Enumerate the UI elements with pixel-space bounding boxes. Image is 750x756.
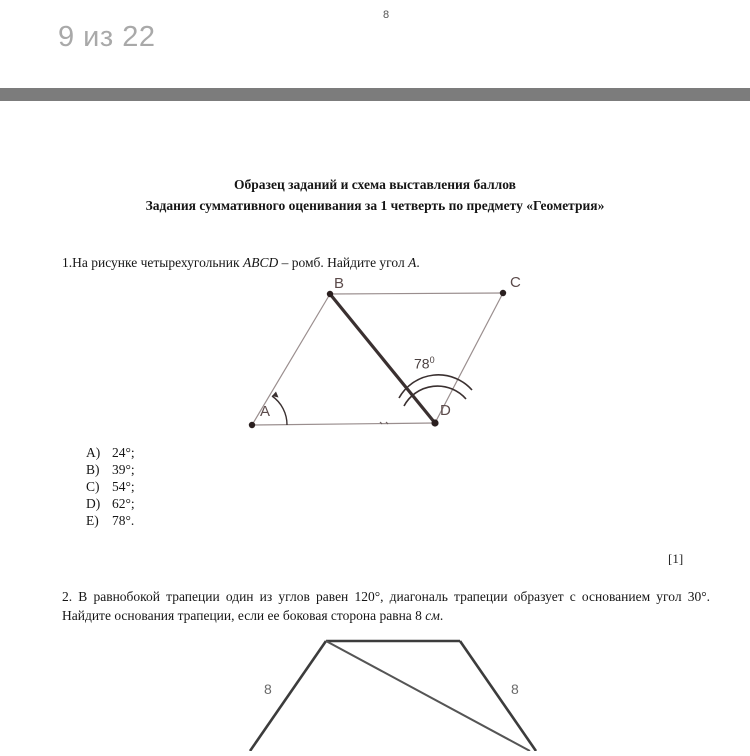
answer-option-a[interactable] <box>86 444 135 461</box>
header-divider-bar <box>0 88 750 101</box>
document-page <box>0 101 750 750</box>
answer-value-b: 39°; <box>112 462 135 477</box>
angle-label-78-degrees <box>414 355 435 372</box>
page-counter: 9 из 22 <box>58 21 156 53</box>
vertex-dot-d <box>431 419 438 426</box>
vertex-dot-a <box>249 422 255 428</box>
answer-option-d[interactable] <box>86 495 135 512</box>
question-2-statement <box>62 587 710 625</box>
answer-option-e[interactable] <box>86 512 135 529</box>
printed-page-number: 8 <box>383 9 390 21</box>
question-1-text-part-3: . <box>416 255 420 270</box>
rhombus-svg <box>230 273 530 433</box>
vertex-label-a: A <box>260 403 271 420</box>
trapezoid-left-side-label: 8 <box>264 681 272 697</box>
question-2-text-end: . <box>439 608 444 623</box>
question-2-unit: см <box>425 608 440 623</box>
answer-value-e: 78°. <box>112 513 135 528</box>
answer-letter-d: D) <box>86 496 101 511</box>
angle-value: 78 <box>414 355 430 372</box>
answer-option-b[interactable] <box>86 461 135 478</box>
question-1-text-part-2: – ромб. Найдите угол <box>278 255 409 270</box>
angle-degree-symbol: 0 <box>429 355 435 365</box>
question-1-marks: [1] <box>668 551 684 566</box>
vertex-label-b: B <box>334 275 345 292</box>
question-1-angle-name: A <box>408 255 417 270</box>
answer-option-c[interactable] <box>86 478 135 495</box>
answer-letter-c: C) <box>86 479 100 494</box>
trapezoid-svg <box>230 633 550 751</box>
answer-letter-e: E) <box>86 513 99 528</box>
document-title-line-1: Образец заданий и схема выставления баллов <box>234 177 516 192</box>
edge-bc <box>330 293 503 294</box>
answer-value-a: 24°; <box>112 445 135 460</box>
trapezoid-left-leg <box>250 641 326 751</box>
trapezoid-right-side-label: 8 <box>511 681 519 697</box>
angle-arc-a <box>272 396 287 425</box>
figure-rhombus-abcd <box>230 273 530 433</box>
answer-value-c: 54°; <box>112 479 135 494</box>
question-1-text-part-1: На рисунке четырехугольник <box>72 255 243 270</box>
document-title-line-2: Задания суммативного оценивания за 1 четверть по предмету «Геометрия» <box>145 198 605 213</box>
question-1-answer-options <box>86 444 135 529</box>
document-viewer-header <box>0 0 750 88</box>
question-1-prefix: 1. <box>62 255 73 270</box>
edge-ad <box>252 423 435 425</box>
question-1-quad-name: ABCD <box>242 255 279 270</box>
question-1-statement <box>62 253 420 272</box>
figure-isosceles-trapezoid <box>230 633 550 751</box>
answer-value-d: 62°; <box>112 496 135 511</box>
vertex-dot-c <box>500 290 506 296</box>
answer-letter-b: B) <box>86 462 100 477</box>
vertex-label-d: D <box>440 402 451 419</box>
question-2-text-main: 2. В равнобокой трапеции один из углов равен 120°, диагональ трапеции образует с основанием угол 30°. Найдите основания трапеции, если ее боковая сторона равна 8 <box>62 589 710 623</box>
answer-letter-a: A) <box>86 445 101 460</box>
vertex-label-c: C <box>510 274 521 291</box>
vertex-dot-b <box>327 291 333 297</box>
